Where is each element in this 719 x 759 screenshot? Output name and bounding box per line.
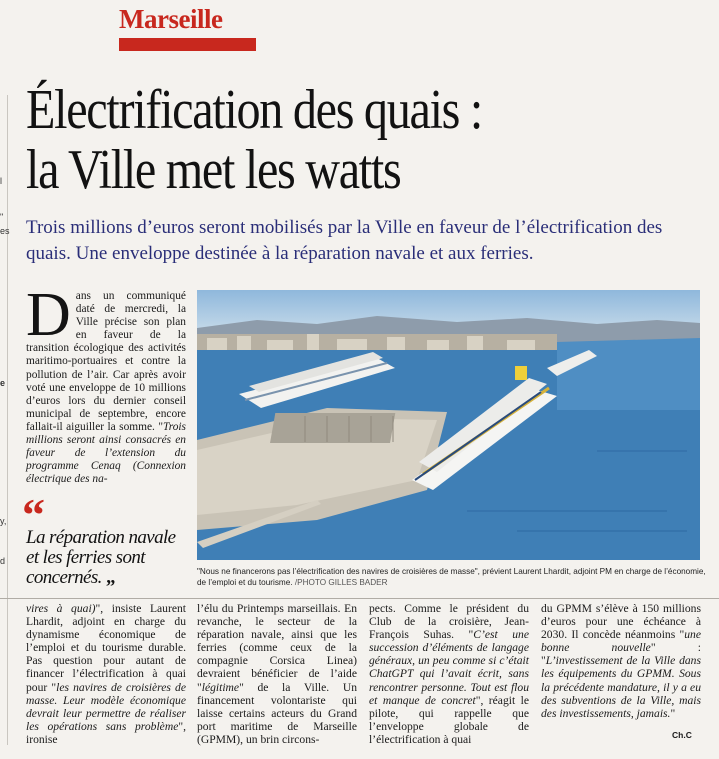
article-photo: [197, 290, 700, 560]
intro-text: ans un communiqué daté de mercredi, la Ville précise son plan en faveur de la transition écologique des activités maritimo-portuaires et contre la pollution de l’air. Car après avoir voté une enveloppe de 10 millions d’euros lors du dernier conseil municipal de septembre, encore fallait-il aiguiller la somme. ": [26, 290, 186, 433]
body-italic: L’investissement de la Ville dans les équipements du GPMM. Sous la précédente mandature, il y a eu des subventions de la Ville, mais des investissements, jamais.: [541, 654, 701, 720]
photo-credit: /PHOTO GILLES BADER: [292, 578, 388, 587]
body-text: ", ironise: [26, 719, 186, 746]
headline-line-2: la Ville met les watts: [26, 139, 401, 201]
body-italic: C’est une succession d’éléments de langage généraux, un peu comme si c’était ChatGPT qui l’avait écrit, sans rencontrer personne. Tout est flou et manque de concret: [369, 628, 529, 707]
body-text: l’élu du Printemps marseillais. En revanche, le secteur de la réparation navale, ainsi que les ferries (comme ceux de la compagnie Corsica Linea) devraient bénéficier de l’aide ": [197, 602, 357, 694]
body-italic: une bonne nouvelle: [541, 628, 701, 655]
edge-fragment: d: [0, 556, 6, 566]
far-sea: [557, 338, 700, 410]
body-column-4: [541, 602, 701, 720]
quote-open-icon: “: [22, 489, 45, 540]
body-text: " de la Ville. Un financement volontariste qui laisse certains acteurs du Grand port maritime de Marseille (GPMM), un brin circons-: [197, 680, 357, 746]
headline-line-1: Électrification des quais :: [26, 79, 482, 141]
pull-quote-text: La réparation navale et les ferries sont concernés.: [26, 527, 176, 588]
body-text: du GPMM s’élève à 150 millions d’euros pour une échéance à 2030. Il concède néanmoins ": [541, 602, 701, 642]
body-column-3: [369, 602, 529, 746]
quote-close-icon: „: [105, 567, 115, 588]
column-divider: [0, 598, 719, 599]
headline: [26, 80, 611, 200]
section-bar: [119, 38, 256, 51]
funnel: [515, 366, 527, 380]
left-column-rule: [7, 95, 8, 745]
edge-fragment: ": [0, 212, 4, 222]
terminal-building: [270, 413, 395, 443]
section-label: Marseille: [119, 4, 223, 34]
edge-fragment: y,: [0, 516, 7, 526]
body-italic: vires à quai): [26, 602, 96, 615]
edge-fragment: es: [0, 226, 10, 236]
standfirst: Trois millions d’euros seront mobilisés par la Ville en faveur de l’électrification des quais. Une enveloppe destinée à la réparation navale et aux ferries.: [26, 217, 663, 264]
edge-fragment: l: [0, 176, 2, 186]
body-text: ": [670, 706, 676, 720]
caption-text: "Nous ne financerons pas l’électrification des navires de croisières de masse", prévient Laurent Lhardit, adjoint PM en charge de l’économie, de l’emploi et du tourisme.: [197, 567, 706, 587]
body-text: ", insiste Laurent Lhardit, adjoint en charge du dynamisme économique de l’emploi et du tourisme durable. Pas question pour autant de financer l’électrification à quai pour ": [26, 602, 186, 694]
photo-caption: [197, 566, 707, 588]
intro-italic-text: Trois millions seront ainsi consacrés en faveur de l’extension du programme Cenaq (Connexion électrique des na-: [26, 420, 186, 486]
body-column-2: [197, 602, 357, 746]
body-column-1: [26, 602, 186, 746]
intro-column: [26, 281, 186, 486]
body-italic: légitime: [201, 680, 240, 694]
author-signature: Ch.C: [672, 730, 692, 740]
drop-cap: D: [26, 281, 71, 349]
body-text: ", réagit le pilote, qui rappelle que l’enveloppe globale de l’électrification à quai: [369, 693, 530, 746]
body-italic: les navires de croisières de masse. Leur modèle économique devrait leur permettre de réaliser les opérations sans problème: [26, 680, 186, 733]
body-text: pects. Comme le président du Club de la croisière, Jean-François Suhas. ": [369, 602, 529, 642]
body-text: " : ": [541, 641, 701, 668]
pull-quote: [26, 528, 191, 588]
harbor-illustration: [197, 290, 700, 560]
edge-fragment: e: [0, 378, 6, 388]
